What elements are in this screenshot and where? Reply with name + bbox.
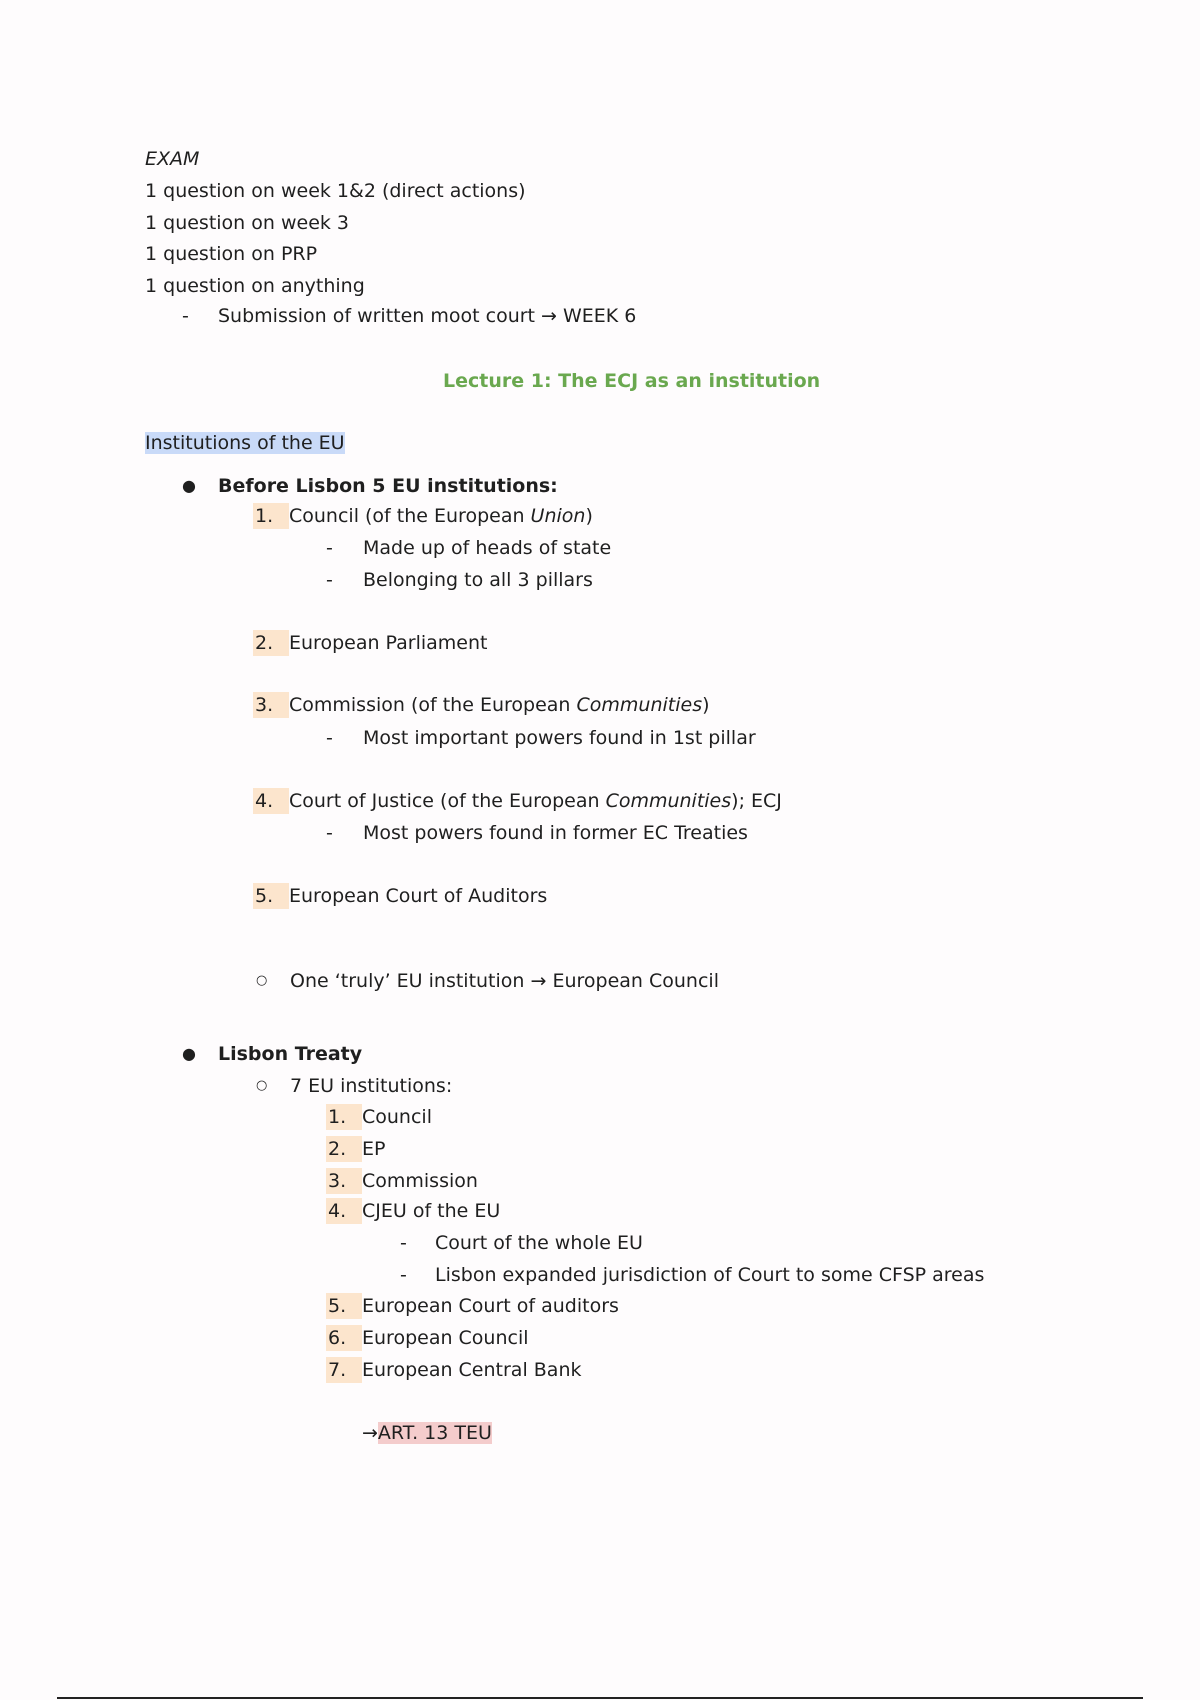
item-number: 1. bbox=[253, 503, 289, 529]
dash-marker: - bbox=[326, 569, 333, 591]
dash-marker: - bbox=[326, 822, 333, 844]
exam-item: 1 question on PRP bbox=[145, 243, 318, 265]
item-number: 3. bbox=[326, 1168, 362, 1194]
dash-marker: - bbox=[326, 727, 333, 749]
lisbon-subheading: 7 EU institutions: bbox=[290, 1075, 453, 1097]
dash-marker: - bbox=[400, 1232, 407, 1254]
list-item bbox=[253, 788, 782, 814]
circle-marker: ○ bbox=[256, 973, 268, 988]
sub-item: Court of the whole EU bbox=[435, 1232, 643, 1254]
section-title-text: Institutions of the EU bbox=[145, 432, 345, 454]
list-item bbox=[253, 630, 488, 656]
list-item bbox=[326, 1357, 581, 1383]
item-text: Court of Justice (of the European bbox=[289, 790, 606, 812]
item-text: EP bbox=[362, 1138, 386, 1160]
item-text: Commission bbox=[362, 1170, 478, 1192]
item-number: 2. bbox=[253, 630, 289, 656]
item-text: CJEU of the EU bbox=[362, 1200, 501, 1222]
sub-item: Belonging to all 3 pillars bbox=[363, 569, 593, 591]
list-item bbox=[253, 503, 593, 529]
list-item bbox=[326, 1104, 432, 1130]
item-number: 2. bbox=[326, 1136, 362, 1162]
item-number: 7. bbox=[326, 1357, 362, 1383]
dash-marker: - bbox=[326, 537, 333, 559]
bullet-marker: ● bbox=[182, 476, 196, 495]
item-text: European Court of Auditors bbox=[289, 885, 548, 907]
item-text: European Parliament bbox=[289, 632, 488, 654]
item-text-end: ) bbox=[585, 505, 593, 527]
item-text: Commission (of the European bbox=[289, 694, 577, 716]
item-number: 5. bbox=[326, 1293, 362, 1319]
list-item bbox=[253, 883, 547, 909]
arrow-icon: → bbox=[362, 1422, 378, 1444]
exam-subitem: Submission of written moot court → WEEK 6 bbox=[218, 305, 637, 327]
list-item bbox=[326, 1168, 478, 1194]
note-text: One ‘truly’ EU institution → European Council bbox=[290, 970, 719, 992]
item-number: 4. bbox=[326, 1198, 362, 1224]
dash-marker: - bbox=[182, 305, 189, 327]
list-item bbox=[253, 692, 710, 718]
article-reference bbox=[362, 1420, 492, 1446]
exam-item: 1 question on anything bbox=[145, 275, 365, 297]
exam-item: 1 question on week 3 bbox=[145, 212, 350, 234]
item-text-end: ); ECJ bbox=[731, 790, 782, 812]
item-text: European Court of auditors bbox=[362, 1295, 619, 1317]
item-number: 6. bbox=[326, 1325, 362, 1351]
item-italic: Communities bbox=[605, 790, 732, 812]
item-number: 4. bbox=[253, 788, 289, 814]
list-item bbox=[326, 1136, 385, 1162]
lecture-title: Lecture 1: The ECJ as an institution bbox=[443, 370, 821, 392]
page-footer-rule bbox=[57, 1697, 1143, 1699]
sub-item: Most powers found in former EC Treaties bbox=[363, 822, 748, 844]
before-lisbon-heading: Before Lisbon 5 EU institutions: bbox=[218, 475, 558, 497]
dash-marker: - bbox=[400, 1264, 407, 1286]
item-text: Council bbox=[362, 1106, 432, 1128]
lisbon-heading: Lisbon Treaty bbox=[218, 1043, 363, 1065]
exam-item: 1 question on week 1&2 (direct actions) bbox=[145, 180, 526, 202]
list-item bbox=[326, 1198, 500, 1224]
item-text: Council (of the European bbox=[289, 505, 531, 527]
list-item bbox=[326, 1293, 619, 1319]
list-item bbox=[326, 1325, 529, 1351]
item-text-end: ) bbox=[702, 694, 710, 716]
item-italic: Union bbox=[530, 505, 586, 527]
item-italic: Communities bbox=[576, 694, 703, 716]
sub-item: Most important powers found in 1st pillar bbox=[363, 727, 756, 749]
item-number: 3. bbox=[253, 692, 289, 718]
sub-item: Made up of heads of state bbox=[363, 537, 612, 559]
circle-marker: ○ bbox=[256, 1078, 268, 1093]
sub-item: Lisbon expanded jurisdiction of Court to some CFSP areas bbox=[435, 1264, 985, 1286]
article-reference-text: ART. 13 TEU bbox=[377, 1422, 492, 1444]
item-text: European Central Bank bbox=[362, 1359, 582, 1381]
item-number: 1. bbox=[326, 1104, 362, 1130]
item-text: European Council bbox=[362, 1327, 529, 1349]
section-title bbox=[145, 430, 345, 456]
bullet-marker: ● bbox=[182, 1044, 196, 1063]
exam-title: EXAM bbox=[145, 148, 200, 170]
item-number: 5. bbox=[253, 883, 289, 909]
